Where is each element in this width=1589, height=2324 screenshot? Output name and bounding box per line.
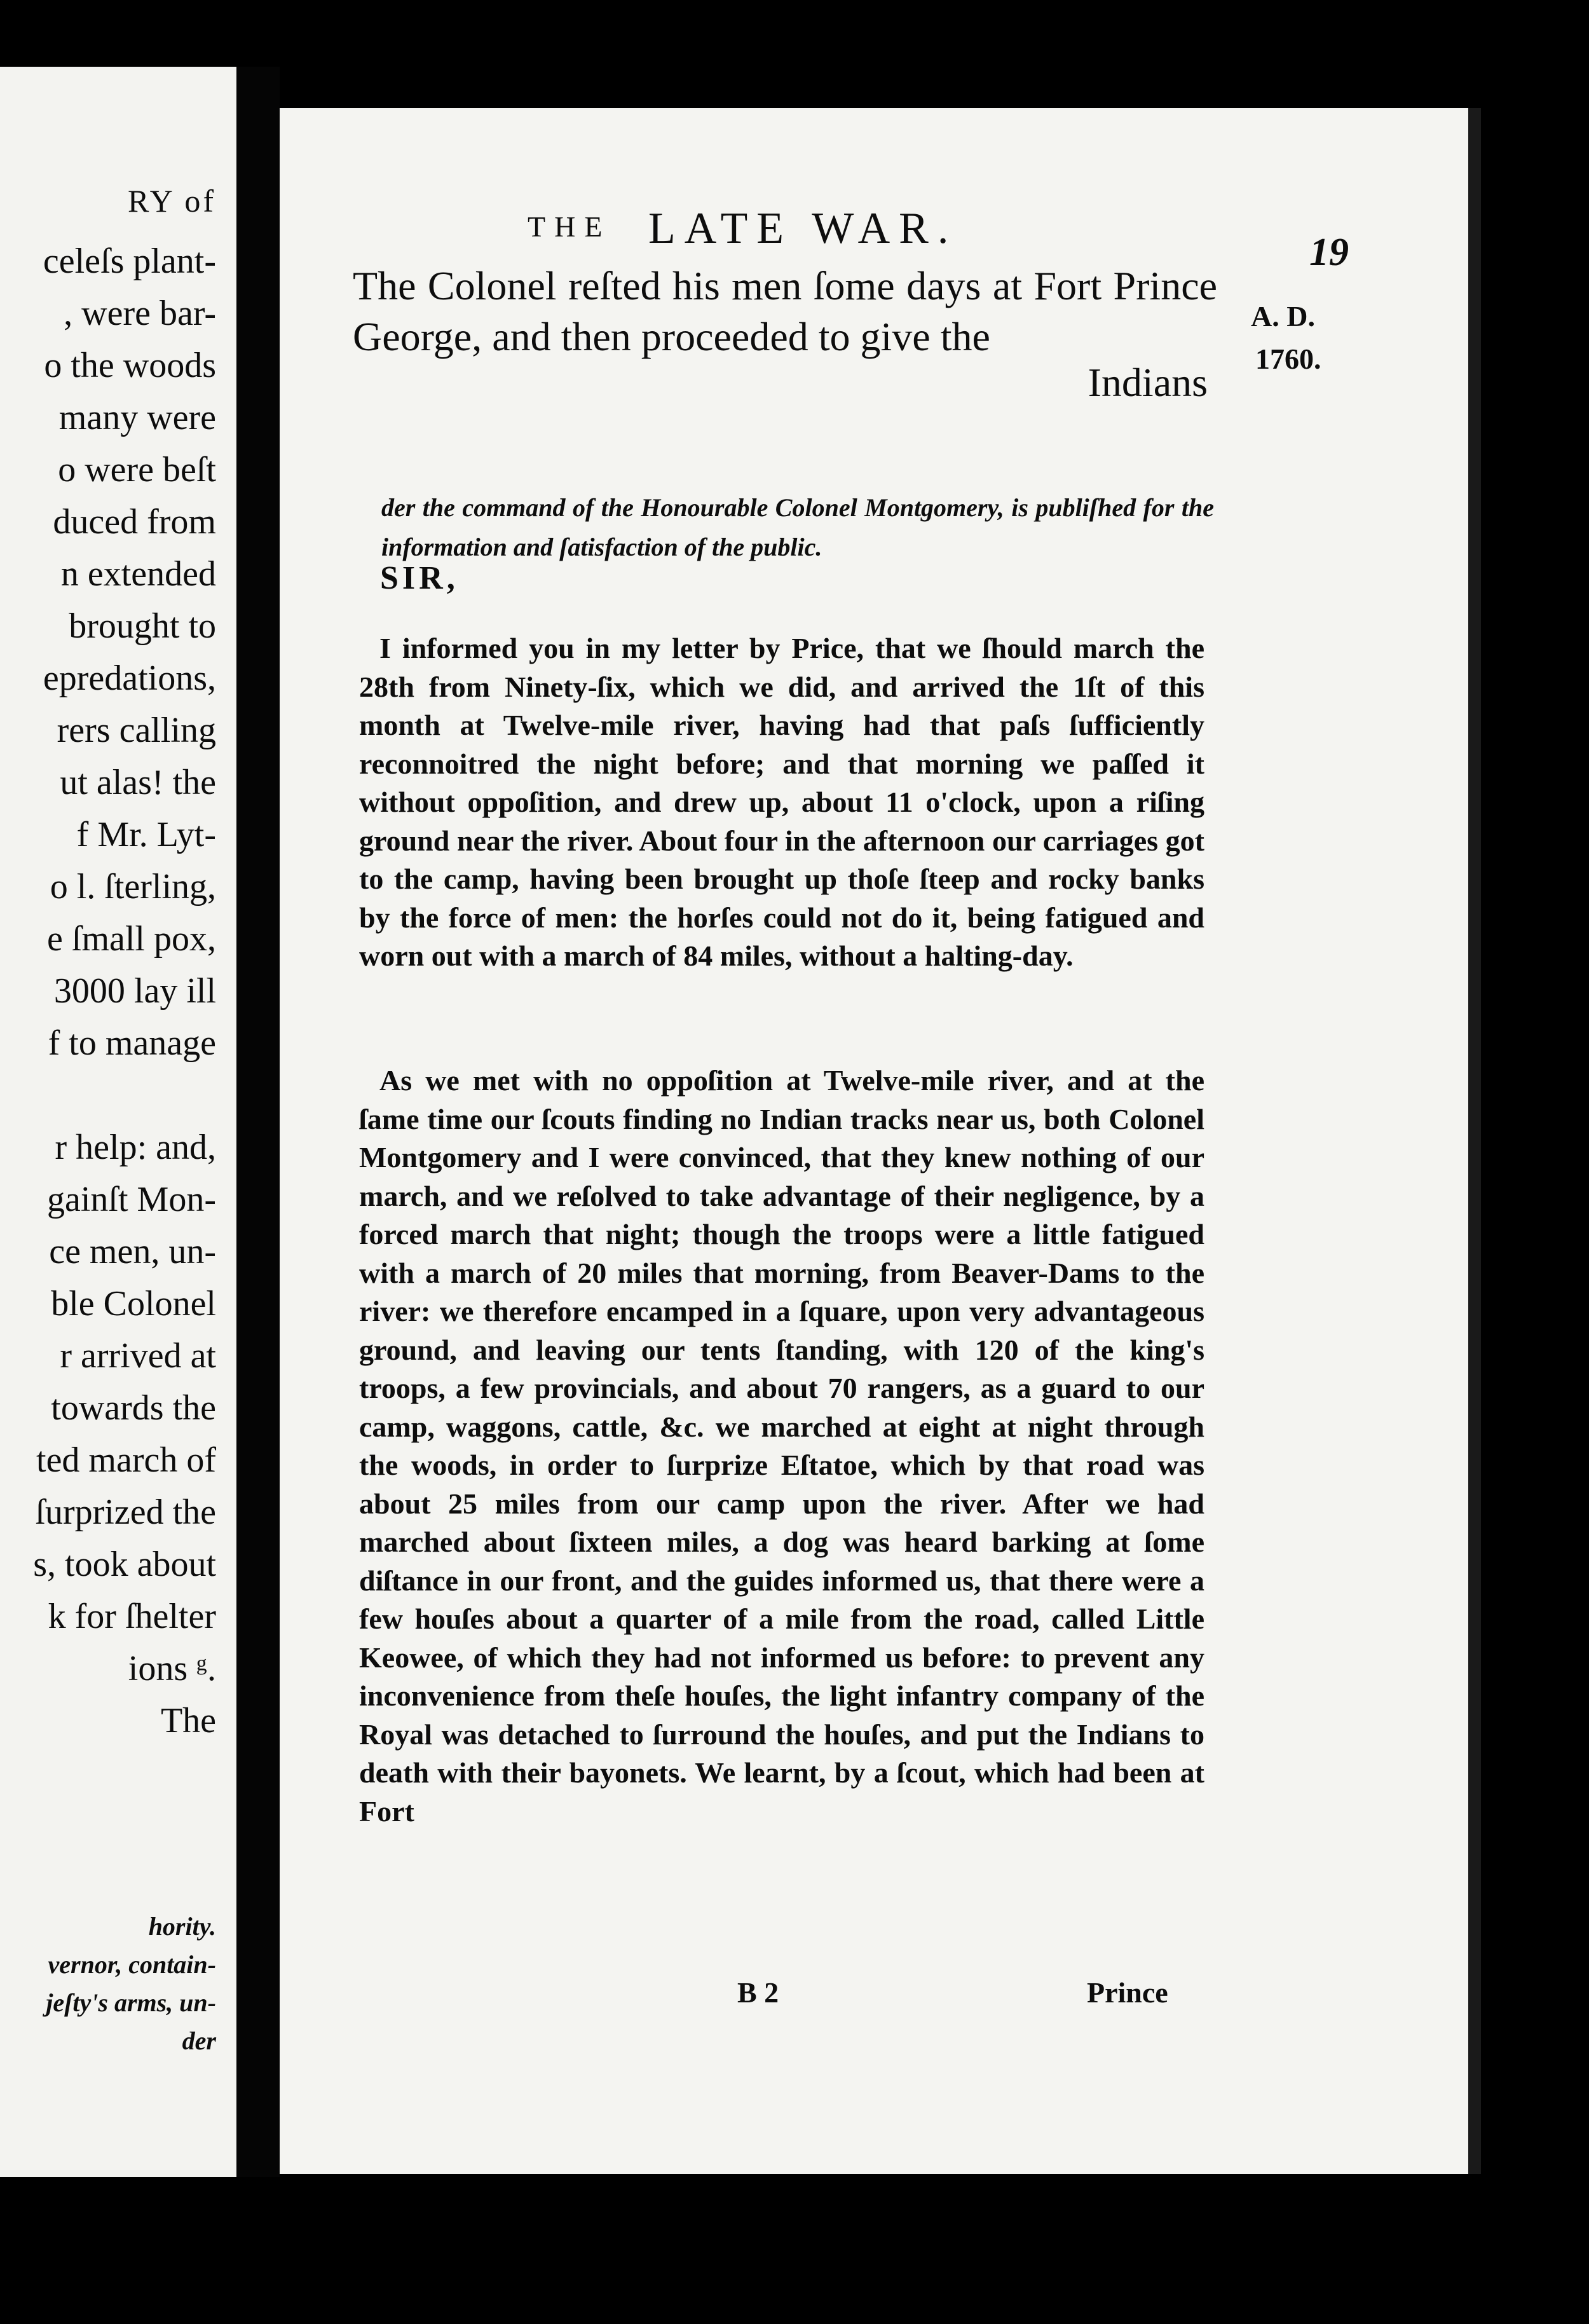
left-text-line: many were <box>58 398 216 437</box>
left-text-line: n extended <box>60 554 216 594</box>
page-number: 19 <box>1309 231 1349 274</box>
left-footnote-line: der <box>182 2027 216 2055</box>
left-text-line: ſurprized the <box>35 1493 216 1532</box>
margin-year: 1760. <box>1255 343 1321 375</box>
left-footnote-line: jeſty's arms, un- <box>46 1988 216 2017</box>
left-text-line: k for ſhelter <box>48 1597 216 1636</box>
left-text-line: o were beſt <box>58 450 216 489</box>
intro-paragraph-tail: Indians <box>1088 360 1208 405</box>
left-text-line: ted march of <box>36 1440 216 1480</box>
left-text-line: towards the <box>51 1388 216 1428</box>
left-text-line: ions ᵍ. <box>128 1649 216 1688</box>
left-text-line: ut alas! the <box>60 763 216 802</box>
italic-note: der the command of the Honourable Colonel Montgomery, is publiſhed for the information and ſatisfaction of the public. <box>381 493 1214 561</box>
left-text-line: s, took about <box>33 1545 216 1584</box>
book-gutter <box>236 67 280 2177</box>
running-head: LATE WAR. <box>648 204 958 253</box>
letter-paragraph-2: As we met with no oppoſition at Twelve-mile river, and at the ſame time our ſcouts finding no Indian tracks near us, both Colonel Montgomery and I were convinced, that they knew nothing of our march, and we reſolved to take advantage of their negligence, by a forced march that night; though the troops were a little fatigued with a march of 20 miles that morning, from Beaver-Dams to the river: we therefore encamped in a ſquare, upon very advantageous ground, and leaving our tents ſtanding, with 120 of the king's troops, a few provincials, and about 70 rangers, as a guard to our camp, waggons, cattle, &c. we marched at eight at night through the woods, in order to ſurprize Eſtatoe, which by that road was about 25 miles from our camp upon the river. After we had marched about ſixteen miles, a dog was heard barking at ſome diſtance in our front, and the guides informed us, that there were a few houſes about a quarter of a mile from the road, called Little Keowee, of which they had not informed us before: to prevent any inconvenience from theſe houſes, the light infantry company of the Royal was detached to ſurround the houſes, and put the Indians to death with their bayonets. We learnt, by a ſcout, which had been at Fort <box>359 1064 1204 1828</box>
left-text-line: ble Colonel <box>51 1284 216 1323</box>
left-text-line: f to manage <box>48 1023 216 1063</box>
catchword: Prince <box>1087 1976 1168 2009</box>
left-text-line: brought to <box>69 606 216 646</box>
left-footnote-line: vernor, contain- <box>48 1950 216 1979</box>
left-text-line: ce men, un- <box>49 1232 216 1271</box>
page-edge-shadow <box>1468 108 1481 2174</box>
left-text-line: o the woods <box>44 346 216 385</box>
running-head-article: THE <box>528 210 611 243</box>
left-text-line: duced from <box>53 502 216 542</box>
left-text-line: , were bar- <box>64 294 216 333</box>
left-text-line: f Mr. Lyt- <box>76 815 216 854</box>
left-text-line: e ſmall pox, <box>47 919 216 959</box>
letter-paragraph-1: I informed you in my letter by Price, that we ſhould march the 28th from Ninety-ſix, which we did, and arrived the 1ſt of this month at Twelve-mile river, having had that paſs ſufficiently reconnoitred the night before; and that morning we paſſed it without oppoſition, and drew up, about 11 o'clock, upon a riſing ground near the river. About four in the afternoon our carriages got to the camp, having been brought up thoſe ſteep and rocky banks by the force of men: the horſes could not do it, being fatigued and worn out with a march of 84 miles, without a halting-day. <box>359 632 1204 972</box>
left-running-head: RY of <box>128 183 216 219</box>
left-text-line: The <box>160 1701 216 1740</box>
left-text-line: celeſs plant- <box>43 242 216 281</box>
left-text-line: epredations, <box>43 659 216 698</box>
left-page-fragment <box>0 67 236 2177</box>
left-text-line: r help: and, <box>55 1128 216 1167</box>
left-text-line: 3000 lay ill <box>53 971 216 1011</box>
letter-salutation: SIR, <box>380 560 459 596</box>
intro-paragraph: The Colonel reſted his men ſome days at Fort Prince George, and then proceeded to give the <box>353 263 1217 359</box>
signature-mark: B 2 <box>737 1976 779 2009</box>
left-text-line: rers calling <box>57 711 216 750</box>
left-footnote-line: hority. <box>148 1912 216 1941</box>
margin-year-label: A. D. <box>1251 300 1315 332</box>
left-text-line: o l. ſterling, <box>50 867 216 906</box>
left-text-line: gainſt Mon- <box>47 1180 216 1219</box>
left-text-line: r arrived at <box>60 1336 216 1376</box>
